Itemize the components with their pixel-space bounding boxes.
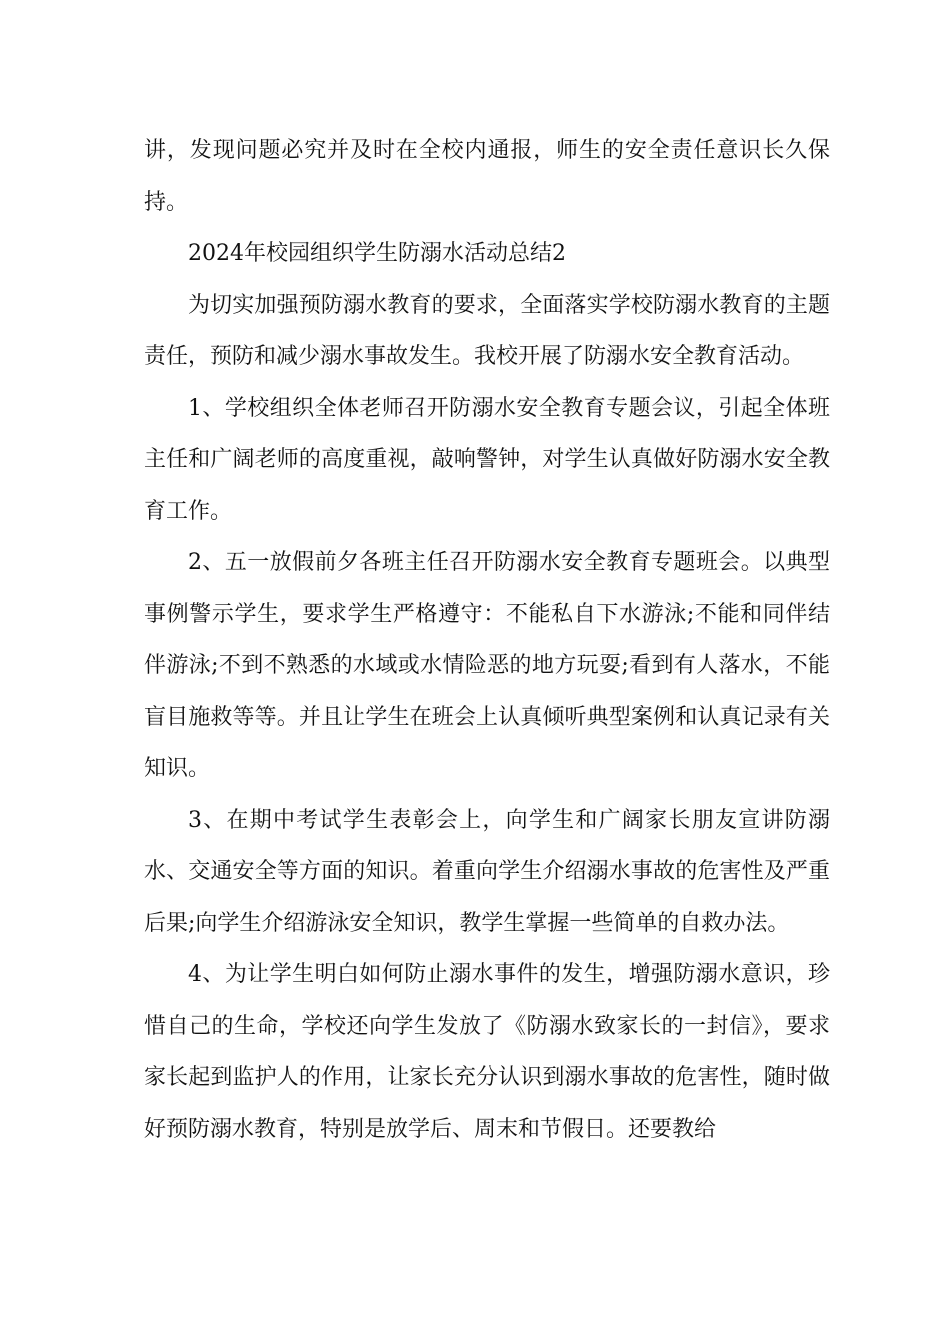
paragraph-continuation: 讲，发现问题必究并及时在全校内通报，师生的安全责任意识长久保持。 xyxy=(144,138,830,215)
paragraph-item-4: 4、为让学生明白如何防止溺水事件的发生，增强防溺水意识，珍惜自己的生命，学校还向学生发放了《防溺水致家长的一封信》，要求家长起到监护人的作用，让家长充分认识到溺水事故的危害性，随时做好预防溺水教育，特别是放学后、周末和节假日。还要教给 xyxy=(144,962,830,1142)
document-body xyxy=(144,125,830,1155)
paragraph-item-3: 3、在期中考试学生表彰会上，向学生和广阔家长朋友宣讲防溺水、交通安全等方面的知识。着重向学生介绍溺水事故的危害性及严重后果;向学生介绍游泳安全知识，教学生掌握一些简单的自救办法。 xyxy=(144,807,830,936)
section-heading: 2024年校园组织学生防溺水活动总结2 xyxy=(188,241,566,266)
paragraph-item-2: 2、五一放假前夕各班主任召开防溺水安全教育专题班会。以典型事例警示学生，要求学生严格遵守：不能私自下水游泳;不能和同伴结伴游泳;不到不熟悉的水域或水情险恶的地方玩耍;看到有人落水，不能盲目施救等等。并且让学生在班会上认真倾听典型案例和认真记录有关知识。 xyxy=(144,550,830,781)
paragraph-item-1: 1、学校组织全体老师召开防溺水安全教育专题会议，引起全体班主任和广阔老师的高度重视，敲响警钟，对学生认真做好防溺水安全教育工作。 xyxy=(144,395,830,524)
paragraph-intro: 为切实加强预防溺水教育的要求，全面落实学校防溺水教育的主题责任，预防和减少溺水事故发生。我校开展了防溺水安全教育活动。 xyxy=(144,292,830,369)
